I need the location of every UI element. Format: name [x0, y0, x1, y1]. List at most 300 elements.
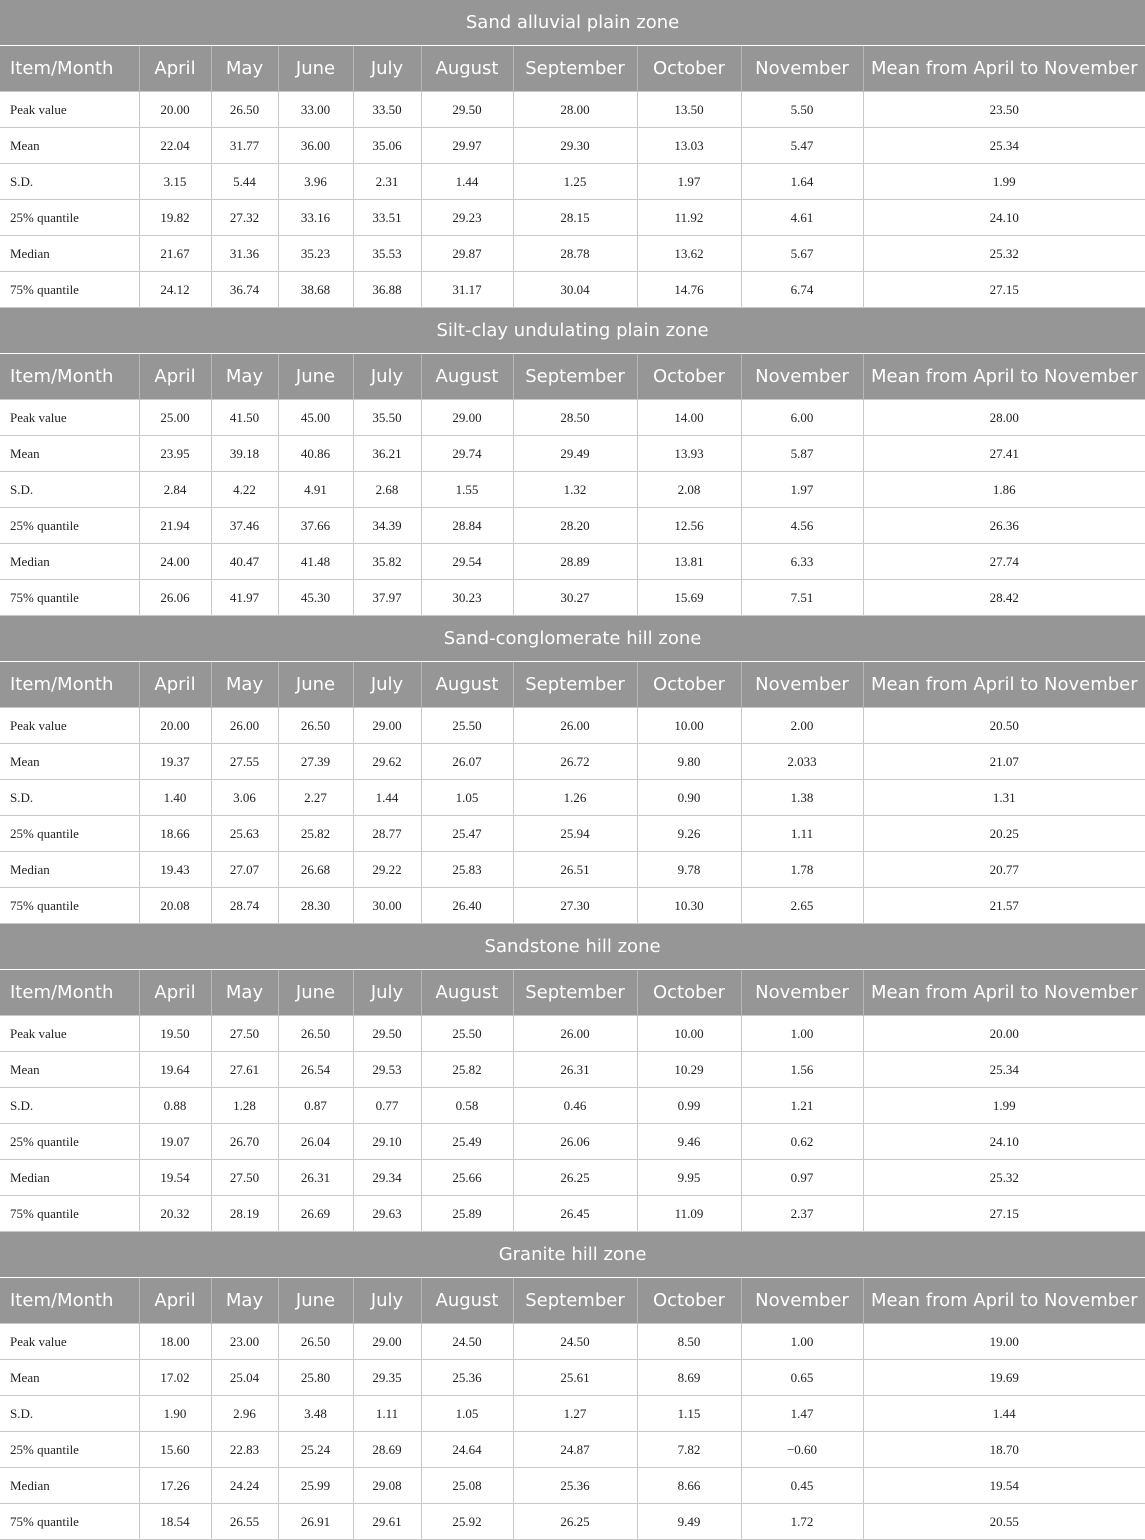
table-cell: 3.48	[278, 1396, 353, 1432]
table-cell: 1.44	[863, 1396, 1145, 1432]
table-cell: 33.50	[353, 92, 421, 128]
table-cell: 20.00	[139, 708, 211, 744]
table-cell: 25.34	[863, 128, 1145, 164]
table-cell: 19.54	[863, 1468, 1145, 1504]
column-header: October	[637, 46, 741, 92]
zone-title: Sand-conglomerate hill zone	[0, 616, 1145, 662]
table-cell: 28.00	[513, 92, 637, 128]
table-cell: 28.77	[353, 816, 421, 852]
table-cell: 2.27	[278, 780, 353, 816]
table-cell: 5.47	[741, 128, 863, 164]
table-cell: 26.40	[421, 888, 513, 924]
column-header-row	[0, 970, 1145, 1016]
column-header: November	[741, 970, 863, 1016]
table-cell: 9.95	[637, 1160, 741, 1196]
table-cell: 28.69	[353, 1432, 421, 1468]
table-row	[0, 200, 1145, 236]
zone-title: Silt-clay undulating plain zone	[0, 308, 1145, 354]
table-cell: 13.81	[637, 544, 741, 580]
table-cell: 18.00	[139, 1324, 211, 1360]
table-cell: 33.16	[278, 200, 353, 236]
row-label-cell: 25% quantile	[0, 816, 139, 852]
table-cell: 17.26	[139, 1468, 211, 1504]
table-cell: 0.45	[741, 1468, 863, 1504]
table-cell: 2.00	[741, 708, 863, 744]
table-cell: 14.76	[637, 272, 741, 308]
table-cell: 9.49	[637, 1504, 741, 1540]
table-cell: 26.50	[278, 708, 353, 744]
table-cell: 41.97	[211, 580, 278, 616]
table-cell: 26.50	[278, 1324, 353, 1360]
table-cell: 0.90	[637, 780, 741, 816]
table-cell: 27.32	[211, 200, 278, 236]
table-cell: 29.23	[421, 200, 513, 236]
table-cell: 7.82	[637, 1432, 741, 1468]
zone-title-row	[0, 616, 1145, 662]
table-cell: 1.47	[741, 1396, 863, 1432]
table-cell: 25.32	[863, 236, 1145, 272]
table-cell: 15.69	[637, 580, 741, 616]
table-cell: 29.61	[353, 1504, 421, 1540]
table-cell: 0.46	[513, 1088, 637, 1124]
table-cell: 8.50	[637, 1324, 741, 1360]
column-header: May	[211, 354, 278, 400]
table-cell: 6.00	[741, 400, 863, 436]
table-cell: 25.47	[421, 816, 513, 852]
table-row	[0, 1504, 1145, 1540]
table-cell: 40.86	[278, 436, 353, 472]
column-header: October	[637, 662, 741, 708]
table-cell: 4.91	[278, 472, 353, 508]
column-header: October	[637, 970, 741, 1016]
table-cell: 30.04	[513, 272, 637, 308]
zone-title: Sandstone hill zone	[0, 924, 1145, 970]
table-row	[0, 472, 1145, 508]
table-cell: 9.26	[637, 816, 741, 852]
table-cell: 26.54	[278, 1052, 353, 1088]
table-cell: 28.78	[513, 236, 637, 272]
table-cell: 34.39	[353, 508, 421, 544]
table-cell: 13.50	[637, 92, 741, 128]
table-cell: 25.66	[421, 1160, 513, 1196]
table-cell: 24.64	[421, 1432, 513, 1468]
table-row	[0, 164, 1145, 200]
table-cell: 45.00	[278, 400, 353, 436]
table-cell: 25.24	[278, 1432, 353, 1468]
table-row	[0, 1088, 1145, 1124]
column-header: July	[353, 970, 421, 1016]
table-cell: 1.31	[863, 780, 1145, 816]
table-cell: 18.70	[863, 1432, 1145, 1468]
table-cell: 25.80	[278, 1360, 353, 1396]
table-cell: 20.00	[863, 1016, 1145, 1052]
table-cell: 7.51	[741, 580, 863, 616]
table-cell: 22.04	[139, 128, 211, 164]
table-cell: 29.00	[353, 1324, 421, 1360]
column-header: Item/Month	[0, 354, 139, 400]
table-cell: 1.21	[741, 1088, 863, 1124]
column-header: Item/Month	[0, 1278, 139, 1324]
table-cell: 17.02	[139, 1360, 211, 1396]
table-cell: 27.30	[513, 888, 637, 924]
table-cell: 25.08	[421, 1468, 513, 1504]
row-label-cell: Mean	[0, 744, 139, 780]
table-cell: 28.19	[211, 1196, 278, 1232]
table-row	[0, 816, 1145, 852]
table-cell: 37.46	[211, 508, 278, 544]
row-label-cell: Peak value	[0, 92, 139, 128]
table-cell: 3.96	[278, 164, 353, 200]
table-cell: 13.93	[637, 436, 741, 472]
table-cell: 0.62	[741, 1124, 863, 1160]
table-cell: 25.83	[421, 852, 513, 888]
table-cell: 13.03	[637, 128, 741, 164]
table-cell: 23.00	[211, 1324, 278, 1360]
table-cell: 19.69	[863, 1360, 1145, 1396]
table-cell: 26.00	[513, 1016, 637, 1052]
table-cell: 1.40	[139, 780, 211, 816]
table-cell: 41.48	[278, 544, 353, 580]
table-cell: 28.84	[421, 508, 513, 544]
table-cell: 27.15	[863, 272, 1145, 308]
column-header: Mean from April to November	[863, 662, 1145, 708]
table-row	[0, 1396, 1145, 1432]
column-header: Item/Month	[0, 970, 139, 1016]
table-cell: 21.07	[863, 744, 1145, 780]
column-header: June	[278, 662, 353, 708]
column-header: April	[139, 1278, 211, 1324]
table-cell: 2.033	[741, 744, 863, 780]
table-cell: 26.36	[863, 508, 1145, 544]
column-header: June	[278, 354, 353, 400]
column-header: April	[139, 662, 211, 708]
table-cell: 26.50	[278, 1016, 353, 1052]
table-cell: 22.83	[211, 1432, 278, 1468]
column-header: Mean from April to November	[863, 1278, 1145, 1324]
table-cell: 20.25	[863, 816, 1145, 852]
table-cell: 0.97	[741, 1160, 863, 1196]
column-header: November	[741, 662, 863, 708]
column-header: May	[211, 1278, 278, 1324]
row-label-cell: Peak value	[0, 708, 139, 744]
table-cell: 19.50	[139, 1016, 211, 1052]
table-cell: 29.50	[421, 92, 513, 128]
table-cell: 35.06	[353, 128, 421, 164]
table-cell: 11.92	[637, 200, 741, 236]
table-row	[0, 544, 1145, 580]
table-cell: 26.68	[278, 852, 353, 888]
table-cell: 2.84	[139, 472, 211, 508]
table-cell: 8.69	[637, 1360, 741, 1396]
row-label-cell: S.D.	[0, 472, 139, 508]
column-header: April	[139, 46, 211, 92]
table-cell: 28.89	[513, 544, 637, 580]
table-cell: 23.50	[863, 92, 1145, 128]
table-row	[0, 1468, 1145, 1504]
table-cell: 1.99	[863, 164, 1145, 200]
table-cell: 25.36	[421, 1360, 513, 1396]
table-cell: 4.56	[741, 508, 863, 544]
table-cell: 19.07	[139, 1124, 211, 1160]
table-cell: 35.23	[278, 236, 353, 272]
table-cell: 45.30	[278, 580, 353, 616]
column-header: October	[637, 354, 741, 400]
column-header: August	[421, 1278, 513, 1324]
column-header-row	[0, 662, 1145, 708]
table-cell: 1.05	[421, 780, 513, 816]
table-cell: 29.63	[353, 1196, 421, 1232]
column-header: Mean from April to November	[863, 354, 1145, 400]
table-row	[0, 1324, 1145, 1360]
zone-title: Sand alluvial plain zone	[0, 0, 1145, 46]
table-cell: 26.00	[211, 708, 278, 744]
table-cell: 0.77	[353, 1088, 421, 1124]
table-cell: 25.82	[278, 816, 353, 852]
table-cell: 26.50	[211, 92, 278, 128]
row-label-cell: Mean	[0, 436, 139, 472]
column-header: May	[211, 970, 278, 1016]
table-cell: 39.18	[211, 436, 278, 472]
table-row	[0, 1196, 1145, 1232]
row-label-cell: S.D.	[0, 1396, 139, 1432]
table-cell: 1.86	[863, 472, 1145, 508]
table-cell: 3.06	[211, 780, 278, 816]
table-row	[0, 1124, 1145, 1160]
row-label-cell: S.D.	[0, 780, 139, 816]
table-row	[0, 128, 1145, 164]
table-cell: 23.95	[139, 436, 211, 472]
table-cell: 1.05	[421, 1396, 513, 1432]
table-cell: 25.50	[421, 1016, 513, 1052]
column-header: July	[353, 354, 421, 400]
zone-title: Granite hill zone	[0, 1232, 1145, 1278]
table-cell: 41.50	[211, 400, 278, 436]
row-label-cell: Median	[0, 1160, 139, 1196]
row-label-cell: S.D.	[0, 1088, 139, 1124]
table-cell: 1.28	[211, 1088, 278, 1124]
table-cell: 25.49	[421, 1124, 513, 1160]
table-cell: 27.15	[863, 1196, 1145, 1232]
table-cell: 19.64	[139, 1052, 211, 1088]
table-cell: 26.06	[513, 1124, 637, 1160]
column-header: November	[741, 1278, 863, 1324]
column-header: August	[421, 354, 513, 400]
table-cell: 27.55	[211, 744, 278, 780]
table-row	[0, 888, 1145, 924]
table-cell: 30.00	[353, 888, 421, 924]
table-cell: 1.15	[637, 1396, 741, 1432]
row-label-cell: Median	[0, 1468, 139, 1504]
column-header: April	[139, 354, 211, 400]
table-cell: 36.88	[353, 272, 421, 308]
table-cell: 0.65	[741, 1360, 863, 1396]
table-cell: 27.41	[863, 436, 1145, 472]
table-cell: 29.53	[353, 1052, 421, 1088]
table-cell: 25.82	[421, 1052, 513, 1088]
column-header-row	[0, 46, 1145, 92]
table-cell: 27.39	[278, 744, 353, 780]
table-cell: 9.78	[637, 852, 741, 888]
table-cell: 9.46	[637, 1124, 741, 1160]
table-cell: 29.50	[353, 1016, 421, 1052]
table-cell: 29.54	[421, 544, 513, 580]
table-cell: 27.74	[863, 544, 1145, 580]
table-cell: 1.99	[863, 1088, 1145, 1124]
column-header: May	[211, 46, 278, 92]
table-row	[0, 92, 1145, 128]
row-label-cell: 75% quantile	[0, 580, 139, 616]
table-cell: 0.87	[278, 1088, 353, 1124]
table-cell: 2.31	[353, 164, 421, 200]
table-cell: 2.68	[353, 472, 421, 508]
table-cell: 25.94	[513, 816, 637, 852]
table-cell: 20.77	[863, 852, 1145, 888]
table-cell: 24.00	[139, 544, 211, 580]
table-cell: 29.34	[353, 1160, 421, 1196]
table-cell: 36.74	[211, 272, 278, 308]
table-row	[0, 1052, 1145, 1088]
column-header: September	[513, 1278, 637, 1324]
row-label-cell: Median	[0, 236, 139, 272]
table-cell: 24.50	[513, 1324, 637, 1360]
table-cell: 5.50	[741, 92, 863, 128]
table-row	[0, 852, 1145, 888]
table-cell: 10.29	[637, 1052, 741, 1088]
table-cell: 25.36	[513, 1468, 637, 1504]
row-label-cell: 25% quantile	[0, 200, 139, 236]
table-cell: 1.55	[421, 472, 513, 508]
table-cell: 0.99	[637, 1088, 741, 1124]
table-cell: 28.15	[513, 200, 637, 236]
table-cell: 29.74	[421, 436, 513, 472]
column-header: June	[278, 1278, 353, 1324]
table-cell: 27.07	[211, 852, 278, 888]
table-cell: 5.87	[741, 436, 863, 472]
table-cell: 26.25	[513, 1504, 637, 1540]
table-cell: 26.45	[513, 1196, 637, 1232]
table-cell: 25.92	[421, 1504, 513, 1540]
table-cell: 28.50	[513, 400, 637, 436]
column-header: June	[278, 970, 353, 1016]
table-cell: 19.82	[139, 200, 211, 236]
table-cell: 20.50	[863, 708, 1145, 744]
table-cell: 24.10	[863, 1124, 1145, 1160]
zone-title-row	[0, 308, 1145, 354]
column-header: August	[421, 46, 513, 92]
table-cell: 1.00	[741, 1324, 863, 1360]
row-label-cell: 25% quantile	[0, 1124, 139, 1160]
row-label-cell: Mean	[0, 1360, 139, 1396]
table-cell: 1.00	[741, 1016, 863, 1052]
column-header: November	[741, 46, 863, 92]
table-cell: 27.61	[211, 1052, 278, 1088]
table-cell: 14.00	[637, 400, 741, 436]
column-header: September	[513, 354, 637, 400]
table-cell: 19.54	[139, 1160, 211, 1196]
table-cell: 26.69	[278, 1196, 353, 1232]
table-cell: 31.36	[211, 236, 278, 272]
column-header: September	[513, 662, 637, 708]
table-cell: 19.43	[139, 852, 211, 888]
table-cell: 1.56	[741, 1052, 863, 1088]
table-cell: 5.67	[741, 236, 863, 272]
table-cell: 38.68	[278, 272, 353, 308]
column-header: July	[353, 1278, 421, 1324]
table-cell: 21.57	[863, 888, 1145, 924]
table-row	[0, 508, 1145, 544]
table-cell: 10.00	[637, 1016, 741, 1052]
table-cell: 35.53	[353, 236, 421, 272]
table-cell: 1.97	[637, 164, 741, 200]
table-cell: 1.44	[353, 780, 421, 816]
table-cell: 1.90	[139, 1396, 211, 1432]
table-cell: 6.33	[741, 544, 863, 580]
table-cell: 10.00	[637, 708, 741, 744]
row-label-cell: 25% quantile	[0, 508, 139, 544]
table-cell: 15.60	[139, 1432, 211, 1468]
table-row	[0, 272, 1145, 308]
table-cell: 29.08	[353, 1468, 421, 1504]
table-cell: 24.12	[139, 272, 211, 308]
table-cell: 3.15	[139, 164, 211, 200]
table-cell: 28.00	[863, 400, 1145, 436]
zone-title-row	[0, 0, 1145, 46]
row-label-cell: 75% quantile	[0, 1504, 139, 1540]
table-cell: 29.62	[353, 744, 421, 780]
table-row	[0, 1160, 1145, 1196]
table-cell: 10.30	[637, 888, 741, 924]
table-cell: 24.50	[421, 1324, 513, 1360]
table-cell: 24.87	[513, 1432, 637, 1468]
table-cell: 24.10	[863, 200, 1145, 236]
table-cell: 1.27	[513, 1396, 637, 1432]
table-cell: 26.04	[278, 1124, 353, 1160]
table-cell: 19.00	[863, 1324, 1145, 1360]
column-header: April	[139, 970, 211, 1016]
row-label-cell: 75% quantile	[0, 888, 139, 924]
column-header: Item/Month	[0, 662, 139, 708]
table-cell: 2.37	[741, 1196, 863, 1232]
table-cell: 26.31	[513, 1052, 637, 1088]
table-cell: 11.09	[637, 1196, 741, 1232]
table-cell: 29.97	[421, 128, 513, 164]
table-cell: 28.42	[863, 580, 1145, 616]
column-header: Mean from April to November	[863, 46, 1145, 92]
table-cell: 29.00	[353, 708, 421, 744]
table-cell: 28.20	[513, 508, 637, 544]
row-label-cell: 25% quantile	[0, 1432, 139, 1468]
table-cell: 21.94	[139, 508, 211, 544]
table-cell: 25.34	[863, 1052, 1145, 1088]
table-cell: 37.66	[278, 508, 353, 544]
table-cell: 33.00	[278, 92, 353, 128]
table-cell: 28.30	[278, 888, 353, 924]
table-cell: 29.30	[513, 128, 637, 164]
table-cell: 1.78	[741, 852, 863, 888]
table-cell: 1.32	[513, 472, 637, 508]
table-row	[0, 580, 1145, 616]
table-cell: 31.77	[211, 128, 278, 164]
column-header: August	[421, 662, 513, 708]
table-row	[0, 436, 1145, 472]
table-row	[0, 1016, 1145, 1052]
column-header: September	[513, 970, 637, 1016]
table-cell: 26.06	[139, 580, 211, 616]
table-cell: 26.25	[513, 1160, 637, 1196]
table-cell: 2.08	[637, 472, 741, 508]
column-header: July	[353, 662, 421, 708]
table-cell: 20.32	[139, 1196, 211, 1232]
